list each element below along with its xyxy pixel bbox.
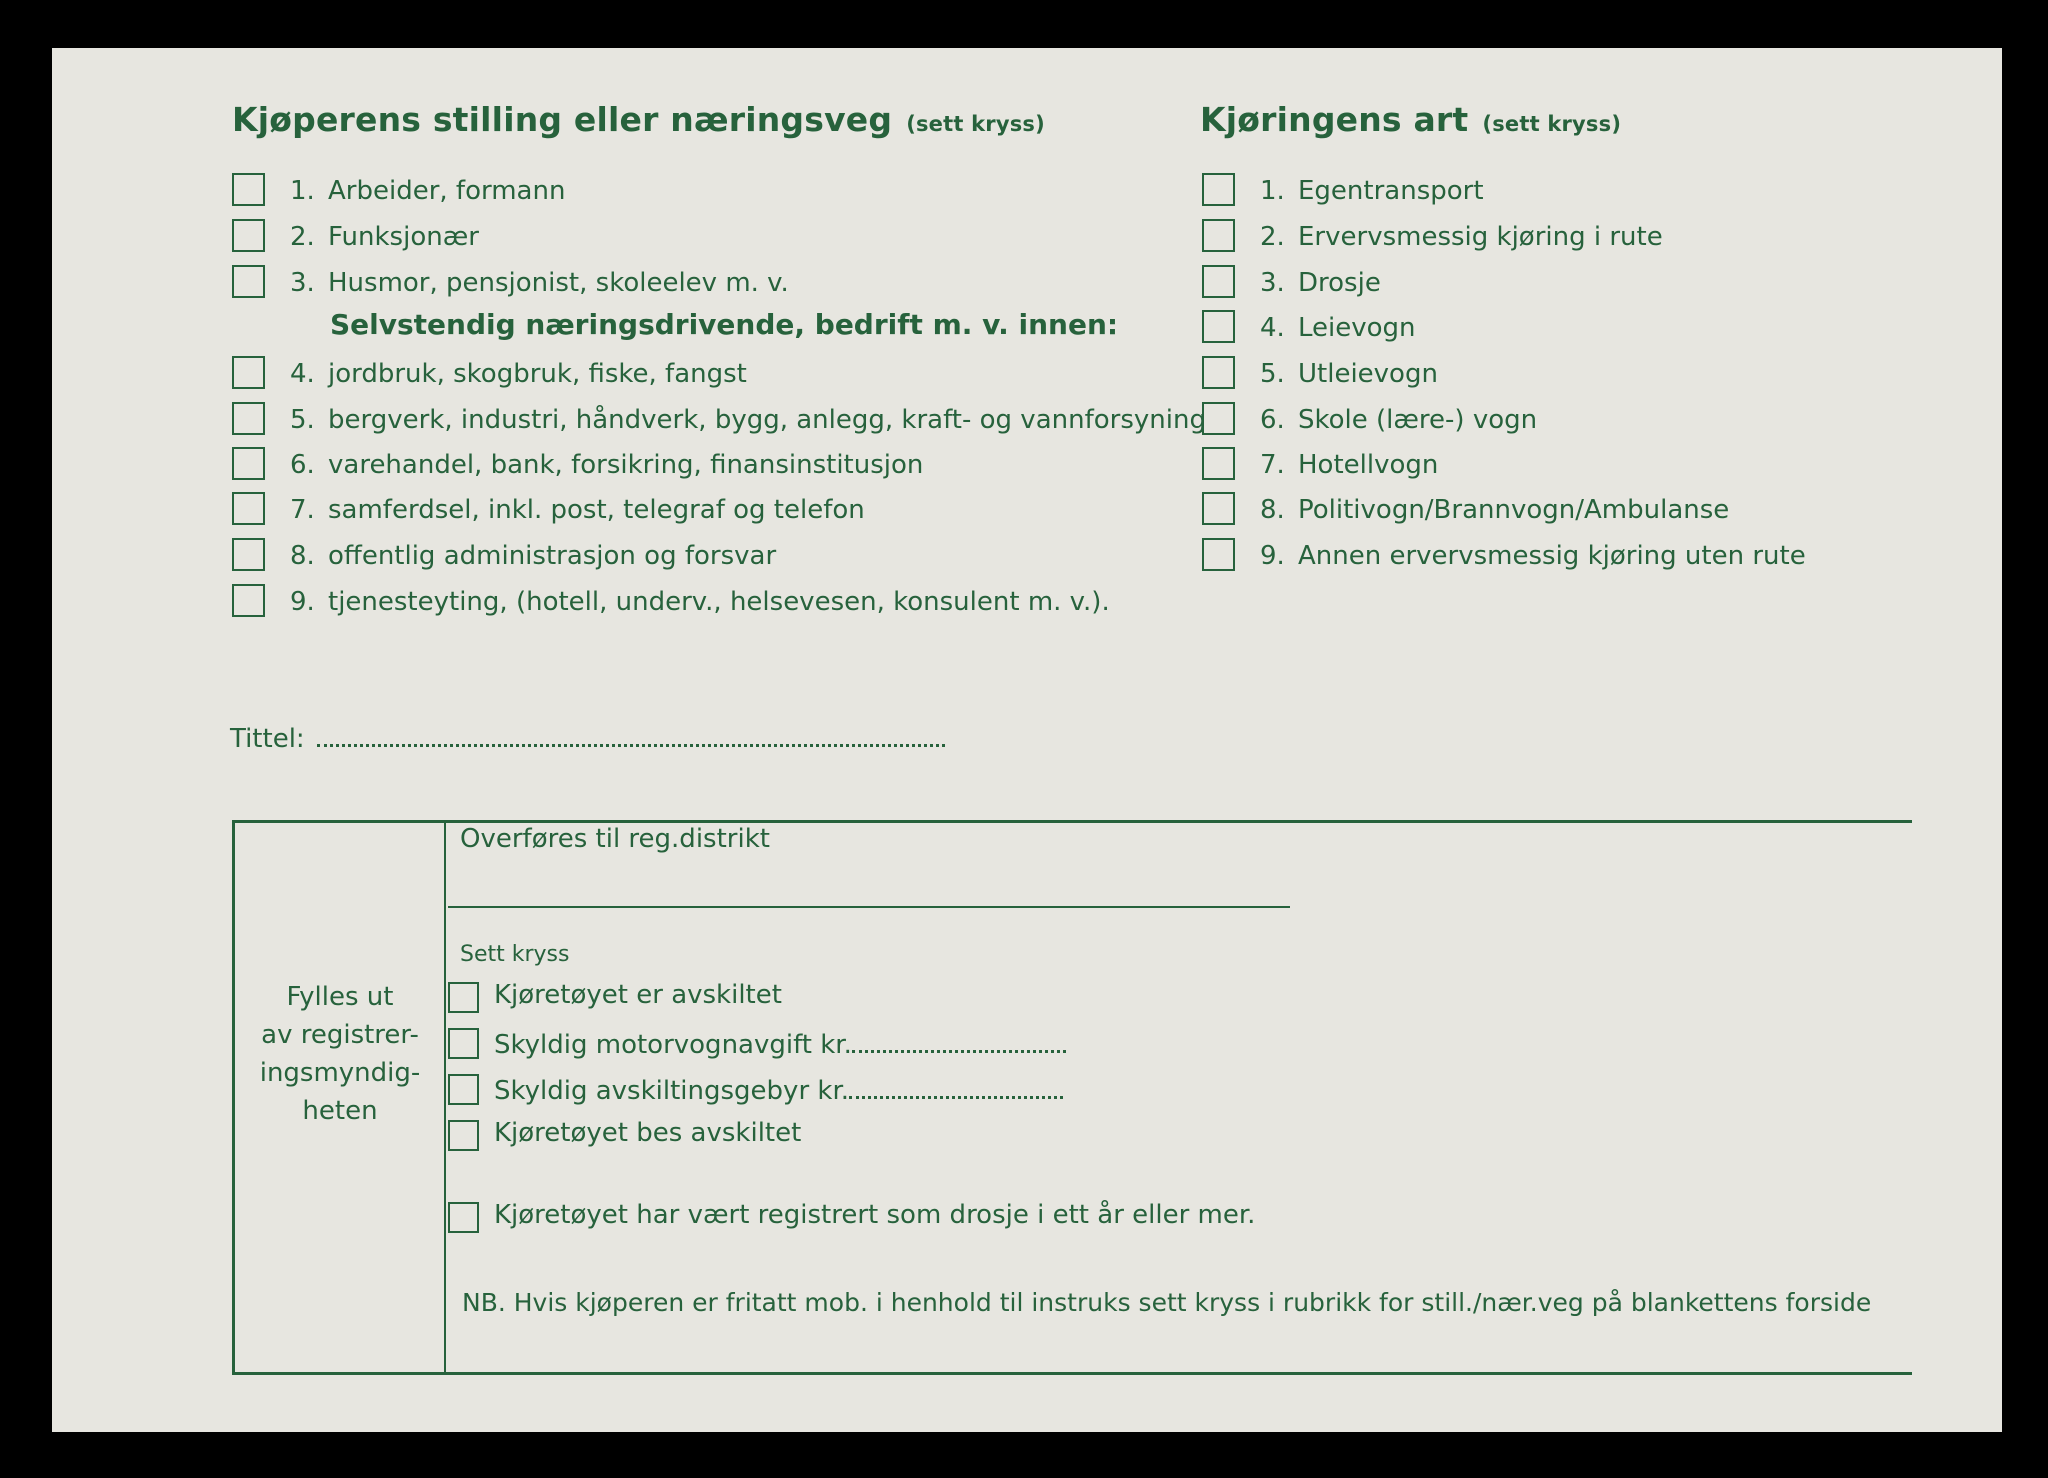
item-label: Hotellvogn [1298,450,1439,480]
item-label: Skole (lære-) vogn [1298,405,1538,435]
right-heading-text: Kjøringens art [1200,100,1469,139]
checkbox[interactable] [448,1202,479,1233]
left-item-4[interactable] [232,356,1232,392]
item-label: bergverk, industri, håndverk, bygg, anlegg, kraft- og vannforsyning [328,405,1206,435]
item-number: 6. [290,450,315,480]
check-label: Kjøretøyet har vært registrert som drosje i ett år eller mer. [494,1200,1256,1230]
checkbox[interactable] [1202,447,1235,480]
item-label: Politivogn/Brannvogn/Ambulanse [1298,495,1730,525]
side-label-line: Fylles ut [286,982,394,1012]
side-label-line: ingsmyndig- [259,1058,421,1088]
item-label: Funksjonær [328,222,479,252]
item-number: 7. [1260,450,1285,480]
right-item-4[interactable] [1202,310,1902,346]
title-field[interactable] [230,720,945,754]
checkbox[interactable] [448,982,479,1013]
right-item-8[interactable] [1202,492,1902,528]
check-request-deregistration[interactable] [448,1118,1148,1158]
left-heading-note: (sett kryss) [906,112,1045,136]
left-heading [232,100,1045,139]
transfer-label: Overføres til reg.distrikt [460,824,770,854]
side-label-line: heten [302,1096,378,1126]
left-item-6[interactable] [232,447,1232,483]
item-number: 2. [1260,222,1285,252]
registry-side-label [238,978,442,1130]
checkbox[interactable] [232,402,265,435]
registry-bottom-rule [232,1372,1912,1375]
self-employed-subheading: Selvstendig næringsdrivende, bedrift m. v. innen: [330,308,1119,341]
left-heading-text: Kjøperens stilling eller næringsveg [232,100,893,139]
left-item-9[interactable] [232,584,1232,620]
checkbox[interactable] [1202,356,1235,389]
item-number: 8. [290,541,315,571]
item-number: 1. [290,176,315,206]
right-item-6[interactable] [1202,402,1902,438]
checkbox[interactable] [232,265,265,298]
item-label: varehandel, bank, forsikring, finansinstitusjon [328,450,924,480]
check-label: Skyldig avskiltingsgebyr kr. [494,1076,850,1106]
checkbox[interactable] [1202,310,1235,343]
check-label: Skyldig motorvognavgift kr. [494,1030,852,1060]
item-number: 2. [290,222,315,252]
title-dotted-line[interactable] [317,720,945,747]
checkbox[interactable] [1202,492,1235,525]
item-number: 4. [290,359,315,389]
item-label: samferdsel, inkl. post, telegraf og telefon [328,495,865,525]
left-item-5[interactable] [232,402,1232,438]
item-label: Annen ervervsmessig kjøring uten rute [1298,541,1806,571]
checkbox[interactable] [232,356,265,389]
checkbox[interactable] [232,538,265,571]
right-item-1[interactable] [1202,173,1902,209]
item-label: Egentransport [1298,176,1484,206]
left-item-3[interactable] [232,265,1132,301]
side-label-line: av registrer- [261,1020,419,1050]
right-item-7[interactable] [1202,447,1902,483]
checkbox[interactable] [448,1120,479,1151]
right-heading-note: (sett kryss) [1482,112,1622,136]
left-item-2[interactable] [232,219,1132,255]
checkbox[interactable] [1202,219,1235,252]
item-label: Drosje [1298,268,1381,298]
left-item-7[interactable] [232,492,1232,528]
checkbox[interactable] [232,447,265,480]
item-number: 7. [290,495,315,525]
registry-divider-rule [444,820,446,1375]
item-number: 4. [1260,313,1285,343]
form-sheet [52,48,2002,1432]
checkbox[interactable] [232,173,265,206]
checkbox[interactable] [232,219,265,252]
item-label: tjenesteyting, (hotell, underv., helsevesen, konsulent m. v.). [328,587,1110,617]
check-label: Kjøretøyet bes avskiltet [494,1118,802,1148]
right-item-3[interactable] [1202,265,1902,301]
checkbox[interactable] [448,1028,479,1059]
item-number: 9. [1260,541,1285,571]
check-label: Kjøretøyet er avskiltet [494,980,782,1010]
item-number: 9. [290,587,315,617]
right-item-9[interactable] [1202,538,1962,574]
amount-dotted-line[interactable] [852,1026,1066,1053]
item-label: Ervervsmessig kjøring i rute [1298,222,1663,252]
item-label: Arbeider, formann [328,176,566,206]
item-number: 5. [290,405,315,435]
check-taxi-registered[interactable] [448,1200,1448,1240]
checkbox[interactable] [448,1074,479,1105]
left-item-8[interactable] [232,538,1232,574]
right-heading [1200,100,1621,139]
checkbox[interactable] [1202,173,1235,206]
amount-dotted-line[interactable] [849,1072,1063,1099]
item-number: 5. [1260,359,1285,389]
item-number: 3. [290,268,315,298]
nb-note: NB. Hvis kjøperen er fritatt mob. i henhold til instruks sett kryss i rubrikk for still./nær.veg på blankettens forside [462,1288,1872,1317]
check-deregistered[interactable] [448,980,1148,1020]
item-number: 3. [1260,268,1285,298]
item-label: Utleievogn [1298,359,1438,389]
item-number: 8. [1260,495,1285,525]
registry-top-rule [232,820,1912,823]
sett-kryss-label: Sett kryss [460,942,570,967]
item-number: 6. [1260,405,1285,435]
item-label: offentlig administrasjon og forsvar [328,541,777,571]
item-number: 1. [1260,176,1285,206]
checkbox[interactable] [1202,265,1235,298]
checkbox[interactable] [1202,538,1235,571]
checkbox[interactable] [1202,402,1235,435]
left-item-1[interactable] [232,173,1132,209]
checkbox[interactable] [232,584,265,617]
checkbox[interactable] [232,492,265,525]
item-label: Leievogn [1298,313,1416,343]
check-motor-vehicle-tax[interactable] [448,1026,1148,1066]
right-item-2[interactable] [1202,219,1902,255]
right-item-5[interactable] [1202,356,1902,392]
transfer-underline [448,906,1290,908]
registry-left-rule [232,820,235,1375]
item-label: jordbruk, skogbruk, fiske, fangst [328,359,747,389]
title-label: Tittel: [230,724,305,754]
check-deregistration-fee[interactable] [448,1072,1148,1112]
item-label: Husmor, pensjonist, skoleelev m. v. [328,268,789,298]
